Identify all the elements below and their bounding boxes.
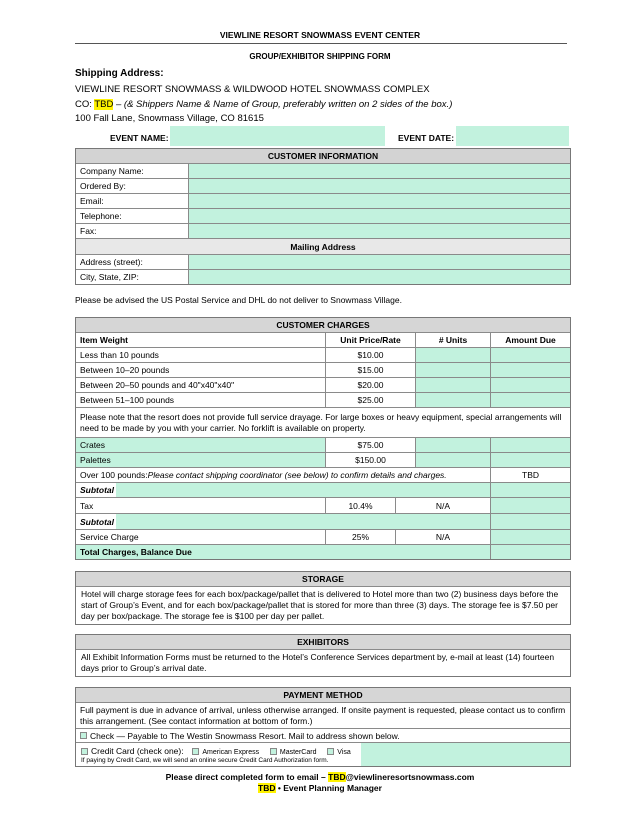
palettes-units-field[interactable] bbox=[416, 453, 491, 468]
credit-card-row bbox=[76, 743, 570, 766]
service-charge-amount-field[interactable] bbox=[491, 530, 570, 545]
org-title: VIEWLINE RESORT SNOWMASS EVENT CENTER bbox=[219, 30, 421, 40]
event-name-field[interactable] bbox=[170, 126, 385, 146]
footer-tbd-manager: TBD bbox=[258, 783, 276, 793]
palettes-amount-field[interactable] bbox=[491, 453, 570, 468]
tax-amount-field[interactable] bbox=[491, 498, 570, 514]
fax-label: Fax: bbox=[76, 224, 189, 239]
footer-tbd-email: TBD bbox=[328, 772, 346, 782]
shipping-line3: 100 Fall Lane, Snowmass Village, CO 81615 bbox=[75, 113, 264, 124]
total-row bbox=[76, 545, 491, 559]
palettes-label: Palettes bbox=[80, 455, 111, 465]
ordered-by-field[interactable] bbox=[189, 179, 570, 194]
footer-line1 bbox=[0, 772, 640, 782]
shipping-co bbox=[75, 99, 452, 110]
customer-info-title: CUSTOMER INFORMATION bbox=[76, 149, 570, 164]
footer-prefix: Please direct completed form to email – bbox=[165, 772, 329, 782]
mailing-address-title: Mailing Address bbox=[76, 239, 570, 255]
row-item: Between 51–100 pounds bbox=[76, 393, 326, 408]
storage-text: Hotel will charge storage fees for each box/package/pallet that is delivered to Hotel more than two (2) business days before the start of Group’s Event, and for each box/package/pallet that is stored for more than three (3) days. The storage fee is $7.50 per day per box/package. The storage fee is $100 per day per pallet. bbox=[81, 589, 559, 621]
telephone-field[interactable] bbox=[189, 209, 570, 224]
footer-manager: • Event Planning Manager bbox=[275, 783, 382, 793]
co-tbd: TBD bbox=[94, 99, 114, 110]
row-price: $10.00 bbox=[326, 348, 416, 363]
city-state-zip-label: City, State, ZIP: bbox=[76, 270, 189, 284]
col-amount-due: Amount Due bbox=[491, 333, 570, 348]
row-item: Less than 10 pounds bbox=[76, 348, 326, 363]
over100-note: Please contact shipping coordinator (see below) to confirm details and charges. bbox=[147, 470, 447, 480]
co-prefix: CO: bbox=[75, 99, 95, 110]
subtotal-2-label bbox=[76, 514, 116, 530]
fax-field[interactable] bbox=[189, 224, 570, 239]
customer-info-table bbox=[75, 148, 571, 285]
crates-label: Crates bbox=[80, 440, 106, 450]
palettes-item bbox=[76, 453, 326, 468]
shipping-heading: Shipping Address: bbox=[75, 68, 164, 79]
subtotal-2-text: Subtotal bbox=[80, 516, 114, 527]
amex-checkbox[interactable] bbox=[192, 748, 199, 755]
row-price: $20.00 bbox=[326, 378, 416, 393]
subtotal-1-field[interactable] bbox=[116, 483, 491, 498]
subtotal-1-label bbox=[76, 483, 116, 498]
row-units-field[interactable] bbox=[416, 378, 491, 393]
row-price: $15.00 bbox=[326, 363, 416, 378]
company-name-field[interactable] bbox=[189, 164, 570, 179]
row-amount-field[interactable] bbox=[491, 363, 570, 378]
over100-label: Over 100 pounds: bbox=[80, 470, 148, 480]
header-rule bbox=[75, 43, 567, 44]
col-item-weight: Item Weight bbox=[76, 333, 326, 348]
exhibitors-section bbox=[75, 634, 571, 677]
subtotal-1-amount[interactable] bbox=[491, 483, 570, 498]
total-label: Total Charges, Balance Due bbox=[80, 547, 192, 557]
service-charge-units: N/A bbox=[396, 530, 491, 545]
cc-note: If paying by Credit Card, we will send an online secure Credit Card Authorization form. bbox=[81, 757, 329, 764]
tax-label: Tax bbox=[76, 498, 326, 514]
payment-text: Full payment is due in advance of arrival, unless otherwise arranged. If onsite payment is requested, please contact us to confirm this arrangement. (See contact information at bottom of form.) bbox=[76, 703, 570, 729]
co-note: – (& Shippers Name & Name of Group, preferably written on 2 sides of the box.) bbox=[113, 99, 453, 110]
payment-title: PAYMENT METHOD bbox=[76, 688, 570, 703]
email-label: Email: bbox=[76, 194, 189, 209]
row-amount-field[interactable] bbox=[491, 348, 570, 363]
address-street-label: Address (street): bbox=[76, 255, 189, 270]
over100-amount: TBD bbox=[491, 468, 570, 483]
payment-section bbox=[75, 687, 571, 767]
check-checkbox[interactable] bbox=[80, 732, 87, 739]
subtotal-2-amount[interactable] bbox=[491, 514, 570, 530]
event-date-label: EVENT DATE: bbox=[398, 133, 455, 143]
storage-title: STORAGE bbox=[76, 572, 570, 587]
check-option[interactable] bbox=[76, 729, 570, 743]
visa-checkbox[interactable] bbox=[327, 748, 334, 755]
subtotal-1-text: Subtotal bbox=[80, 485, 114, 495]
customer-charges-title: CUSTOMER CHARGES bbox=[76, 318, 570, 333]
crates-item bbox=[76, 438, 326, 453]
cc-details-field[interactable] bbox=[361, 743, 570, 766]
mastercard-checkbox[interactable] bbox=[270, 748, 277, 755]
postal-note: Please be advised the US Postal Service and DHL do not deliver to Snowmass Village. bbox=[75, 295, 402, 305]
company-name-label: Company Name: bbox=[76, 164, 189, 179]
email-field[interactable] bbox=[189, 194, 570, 209]
mastercard-label: MasterCard bbox=[279, 749, 317, 756]
crates-price: $75.00 bbox=[326, 438, 416, 453]
row-item: Between 20–50 pounds and 40"x40"x40" bbox=[76, 378, 326, 393]
event-date-field[interactable] bbox=[456, 126, 569, 146]
cc-options bbox=[81, 746, 351, 756]
over100-row bbox=[76, 468, 491, 483]
ordered-by-label: Ordered By: bbox=[76, 179, 189, 194]
telephone-label: Telephone: bbox=[76, 209, 189, 224]
shipping-line1: VIEWLINE RESORT SNOWMASS & WILDWOOD HOTEL SNOWMASS COMPLEX bbox=[75, 84, 430, 95]
crates-units-field[interactable] bbox=[416, 438, 491, 453]
tax-rate: 10.4% bbox=[326, 498, 396, 514]
cc-label: Credit Card (check one): bbox=[91, 746, 184, 756]
check-label: Check — Payable to The Westin Snowmass Resort. Mail to address shown below. bbox=[90, 730, 400, 741]
footer-line2 bbox=[0, 783, 640, 793]
col-units: # Units bbox=[416, 333, 491, 348]
row-amount-field[interactable] bbox=[491, 393, 570, 408]
service-charge-rate: 25% bbox=[326, 530, 396, 545]
storage-section bbox=[75, 571, 571, 625]
row-item: Between 10–20 pounds bbox=[76, 363, 326, 378]
form-title: GROUP/EXHIBITOR SHIPPING FORM bbox=[249, 52, 391, 61]
city-state-zip-field[interactable] bbox=[189, 270, 570, 284]
row-units-field[interactable] bbox=[416, 348, 491, 363]
subtotal-2-field[interactable] bbox=[116, 514, 491, 530]
cc-checkbox[interactable] bbox=[81, 748, 88, 755]
exhibitors-title: EXHIBITORS bbox=[76, 635, 570, 650]
footer-email[interactable]: @viewlineresortsnowmass.com bbox=[345, 772, 475, 782]
row-units-field[interactable] bbox=[416, 363, 491, 378]
amex-label: American Express bbox=[202, 749, 260, 756]
tax-units: N/A bbox=[396, 498, 491, 514]
row-units-field[interactable] bbox=[416, 393, 491, 408]
row-price: $25.00 bbox=[326, 393, 416, 408]
col-unit-price: Unit Price/Rate bbox=[326, 333, 416, 348]
total-amount-field[interactable] bbox=[491, 545, 570, 559]
row-amount-field[interactable] bbox=[491, 378, 570, 393]
visa-label: Visa bbox=[337, 749, 351, 756]
palettes-price: $150.00 bbox=[326, 453, 416, 468]
event-name-label: EVENT NAME: bbox=[110, 133, 169, 143]
address-street-field[interactable] bbox=[189, 255, 570, 270]
customer-charges-table bbox=[75, 317, 571, 560]
exhibitors-text: All Exhibit Information Forms must be returned to the Hotel’s Conference Services department by, e-mail at least (14) fourteen days prior to Group’s arrival date. bbox=[81, 652, 555, 673]
service-charge-label: Service Charge bbox=[76, 530, 326, 545]
crates-amount-field[interactable] bbox=[491, 438, 570, 453]
drayage-note: Please note that the resort does not provide full service drayage. For large boxes or heavy equipment, special arrangements will need to be made by you with your carrier. No forklift is available on property. bbox=[76, 408, 570, 438]
